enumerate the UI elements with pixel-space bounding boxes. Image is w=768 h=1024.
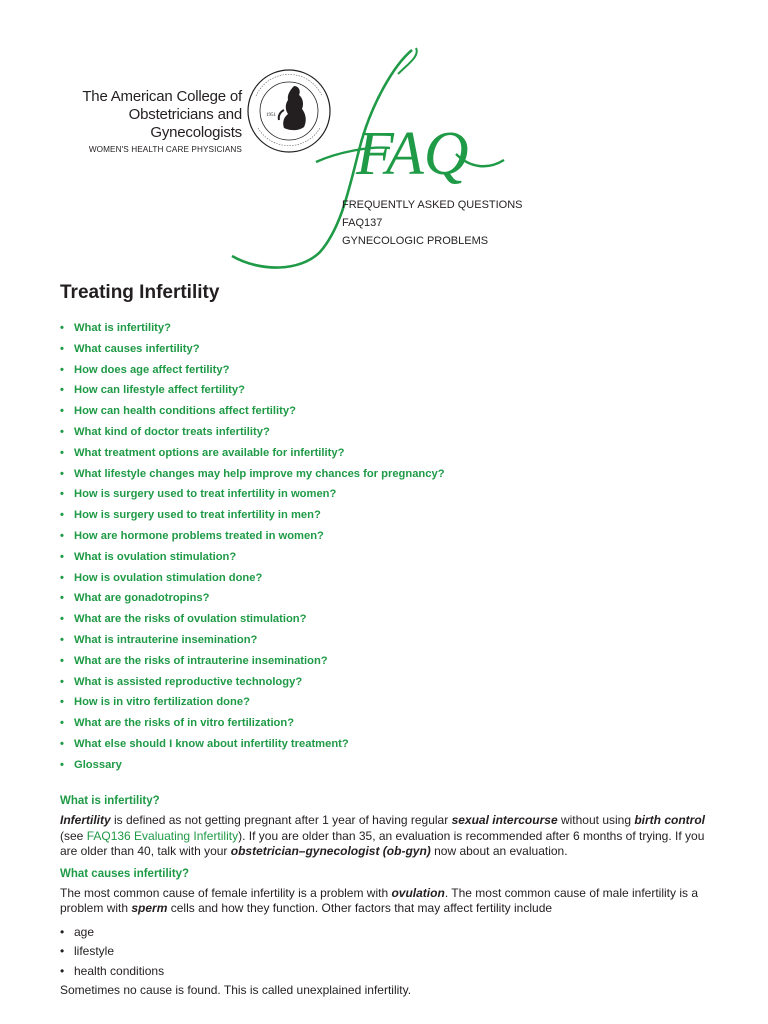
toc-link[interactable]: • What causes infertility? [60, 339, 445, 360]
section-heading: What causes infertility? [60, 867, 190, 880]
glossary-term[interactable]: sexual intercourse [451, 813, 558, 827]
bullet-icon: • [60, 944, 65, 958]
meta-category: GYNECOLOGIC PROBLEMS [342, 235, 489, 247]
section-paragraph: Sometimes no cause is found. This is called unexplained infertility. [60, 983, 412, 997]
meta-number: FAQ137 [342, 217, 383, 229]
table-of-contents [60, 318, 445, 776]
page-title: Treating Infertility [60, 282, 220, 303]
toc-link[interactable]: • How is surgery used to treat infertility in men? [60, 505, 445, 526]
org-tagline: WOMEN'S HEALTH CARE PHYSICIANS [88, 145, 242, 154]
causes-list [60, 923, 714, 982]
bullet-icon: • [60, 696, 64, 709]
bullet-icon: • [60, 425, 64, 438]
bullet-icon: • [60, 654, 64, 667]
section-heading: What is infertility? [60, 795, 160, 807]
bullet-icon: • [60, 529, 64, 542]
bullet-icon: • [60, 322, 64, 334]
bullet-icon: • [60, 963, 65, 978]
bullet-icon: • [60, 758, 64, 771]
toc-link[interactable]: • What treatment options are available for infertility? [60, 443, 445, 464]
toc-link[interactable]: • What is assisted reproductive technology? [60, 672, 445, 693]
bullet-icon: • [60, 509, 64, 522]
toc-link[interactable]: • How does age affect fertility? [60, 360, 445, 381]
bullet-icon: • [60, 613, 64, 626]
section-paragraph: Infertility is defined as not getting pregnant after 1 year of having regular sexual intercourse without using birth control (see FAQ136 Evaluating Infertility). If you are older than 35, an evaluation is recommended after 6 months of trying. If you are older than 40, talk with your obstetrician–gynecologist (ob-gyn) now about an evaluation. [60, 813, 706, 858]
toc-link[interactable]: • How can lifestyle affect fertility? [60, 380, 445, 401]
bullet-icon: • [60, 633, 64, 646]
bullet-icon: • [60, 571, 64, 584]
toc-link[interactable]: • How is ovulation stimulation done? [60, 568, 445, 589]
toc-link[interactable]: • What is infertility? [60, 318, 445, 339]
toc-link[interactable]: • What is intrauterine insemination? [60, 630, 445, 651]
glossary-term[interactable]: Infertility [60, 813, 111, 827]
bullet-icon: • [60, 363, 64, 376]
list-item: • health conditions [60, 962, 714, 982]
bullet-icon: • [60, 717, 64, 730]
bullet-icon: • [60, 467, 64, 480]
bullet-icon: • [60, 675, 64, 688]
toc-link[interactable]: • How are hormone problems treated in women? [60, 526, 445, 547]
toc-link[interactable]: • What are the risks of in vitro fertilization? [60, 713, 445, 734]
toc-link[interactable]: • How is surgery used to treat infertility in women? [60, 484, 445, 505]
glossary-term[interactable]: birth control [634, 813, 706, 827]
bullet-icon: • [60, 446, 64, 459]
bullet-icon: • [60, 342, 64, 355]
glossary-term[interactable]: ovulation [391, 885, 445, 900]
glossary-term[interactable]: sperm [131, 901, 168, 915]
bullet-icon: • [60, 737, 64, 750]
toc-link[interactable]: • How can health conditions affect fertility? [60, 401, 445, 422]
bullet-icon: • [60, 405, 64, 418]
bullet-icon: • [60, 592, 64, 605]
faq136-link[interactable]: FAQ136 Evaluating Infertility [86, 828, 239, 843]
section-paragraph: The most common cause of female infertility is a problem with ovulation. The most common cause of male infertility is a problem with sperm cells and how they function. Other factors that may affect fertility include [60, 885, 699, 915]
org-name-line2: Obstetricians and Gynecologists [128, 106, 242, 141]
toc-link[interactable]: • What are the risks of intrauterine insemination? [60, 651, 445, 672]
faq-logo-text: FAQ [356, 120, 469, 188]
bullet-icon: • [60, 550, 64, 563]
bullet-icon: • [60, 384, 64, 397]
organization-name [58, 88, 242, 155]
org-name-line1: The American College of [82, 88, 242, 105]
toc-link[interactable]: • What kind of doctor treats infertility? [60, 422, 445, 443]
list-item: • age [60, 923, 714, 943]
toc-link[interactable]: • What else should I know about infertility treatment? [60, 734, 445, 755]
toc-link[interactable]: • What is ovulation stimulation? [60, 547, 445, 568]
document-meta [342, 196, 523, 250]
toc-link[interactable]: • What lifestyle changes may help improve my chances for pregnancy? [60, 464, 445, 485]
list-item: • lifestyle [60, 942, 714, 962]
toc-link[interactable]: • Glossary [60, 755, 445, 776]
meta-series: FREQUENTLY ASKED QUESTIONS [342, 199, 523, 211]
toc-link[interactable]: • How is in vitro fertilization done? [60, 692, 445, 713]
toc-link[interactable]: • What are the risks of ovulation stimulation? [60, 609, 445, 630]
toc-link[interactable]: • What are gonadotropins? [60, 588, 445, 609]
bullet-icon: • [60, 488, 64, 501]
glossary-term[interactable]: obstetrician–gynecologist (ob-gyn) [230, 844, 431, 858]
seal-year: 1951 [266, 113, 276, 118]
bullet-icon: • [60, 924, 65, 939]
article-body [60, 794, 714, 999]
